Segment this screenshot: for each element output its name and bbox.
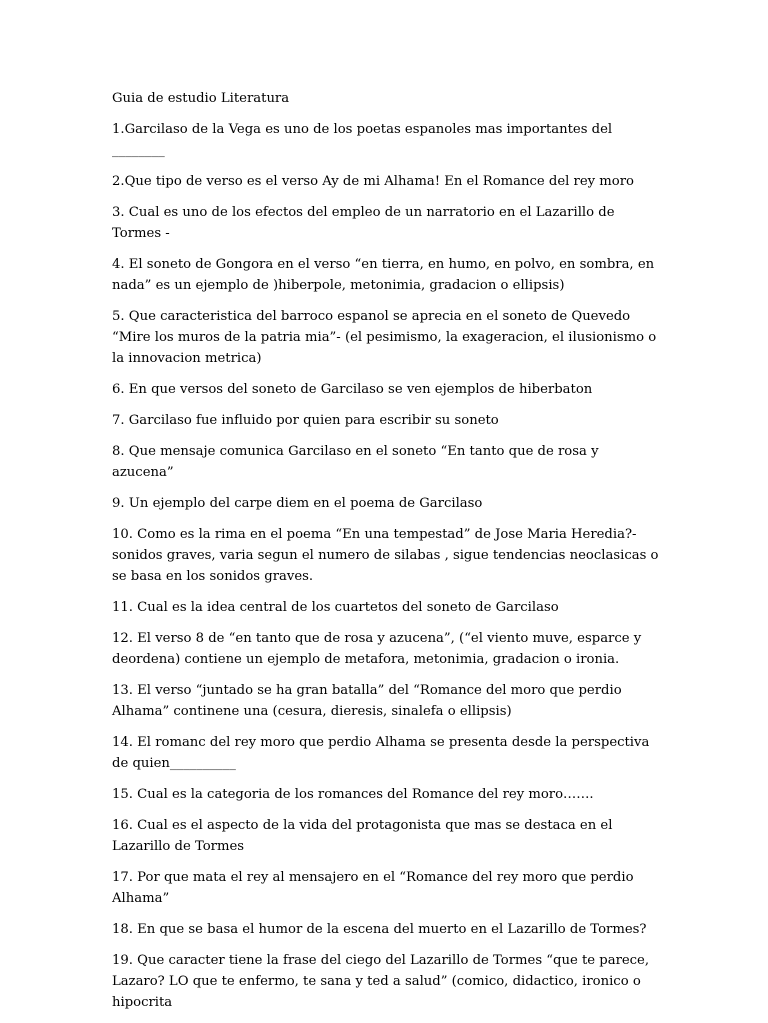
- question-15: 15. Cual es la categoria de los romances del Romance del rey moro…….: [112, 787, 594, 802]
- question-18: 18. En que se basa el humor de la escena del muerto en el Lazarillo de Tormes?: [112, 922, 647, 937]
- document-body: [112, 88, 664, 1023]
- question-16: 16. Cual es el aspecto de la vida del protagonista que mas se destaca en el Lazarillo de Tormes: [112, 818, 613, 854]
- question-8: 8. Que mensaje comunica Garcilaso en el soneto “En tanto que de rosa y azucena”: [112, 444, 599, 480]
- question-6: 6. En que versos del soneto de Garcilaso se ven ejemplos de hiberbaton: [112, 382, 593, 397]
- question-3: 3. Cual es uno de los efectos del empleo de un narratorio en el Lazarillo de Tormes -: [112, 205, 615, 241]
- question-5: 5. Que caracteristica del barroco espanol se aprecia en el soneto de Quevedo “Mire los muros de la patria mia”- (el pesimismo, la exageracion, el ilusionismo o la innovacion metrica): [112, 309, 657, 366]
- question-7: 7. Garcilaso fue influido por quien para escribir su soneto: [112, 413, 499, 428]
- question-1: 1.Garcilaso de la Vega es uno de los poetas espanoles mas importantes del ________: [112, 122, 613, 158]
- document-title: Guia de estudio Literatura: [112, 91, 290, 106]
- question-4: 4. El soneto de Gongora en el verso “en tierra, en humo, en polvo, en sombra, en nada” es un ejemplo de )hiberpole, metonimia, gradacion o ellipsis): [112, 257, 655, 293]
- question-9: 9. Un ejemplo del carpe diem en el poema de Garcilaso: [112, 496, 483, 511]
- question-12: 12. El verso 8 de “en tanto que de rosa y azucena”, (“el viento muve, esparce y deordena) contiene un ejemplo de metafora, metonimia, gradacion o ironia.: [112, 631, 642, 667]
- question-10: 10. Como es la rima en el poema “En una tempestad” de Jose Maria Heredia?- sonidos graves, varia segun el numero de silabas , sigue tendencias neoclasicas o se basa en los sonidos graves.: [112, 527, 659, 584]
- question-11: 11. Cual es la idea central de los cuartetos del soneto de Garcilaso: [112, 600, 559, 615]
- question-13: 13. El verso “juntado se ha gran batalla” del “Romance del moro que perdio Alhama” continene una (cesura, dieresis, sinalefa o ellipsis): [112, 683, 622, 719]
- question-14: 14. El romanc del rey moro que perdio Alhama se presenta desde la perspectiva de quien__________: [112, 735, 650, 771]
- question-2: 2.Que tipo de verso es el verso Ay de mi Alhama! En el Romance del rey moro: [112, 174, 634, 189]
- question-19: 19. Que caracter tiene la frase del ciego del Lazarillo de Tormes “que te parece, Lazaro? LO que te enfermo, te sana y ted a salud” (comico, didactico, ironico o hipocrita: [112, 953, 650, 1010]
- question-17: 17. Por que mata el rey al mensajero en el “Romance del rey moro que perdio Alhama”: [112, 870, 634, 906]
